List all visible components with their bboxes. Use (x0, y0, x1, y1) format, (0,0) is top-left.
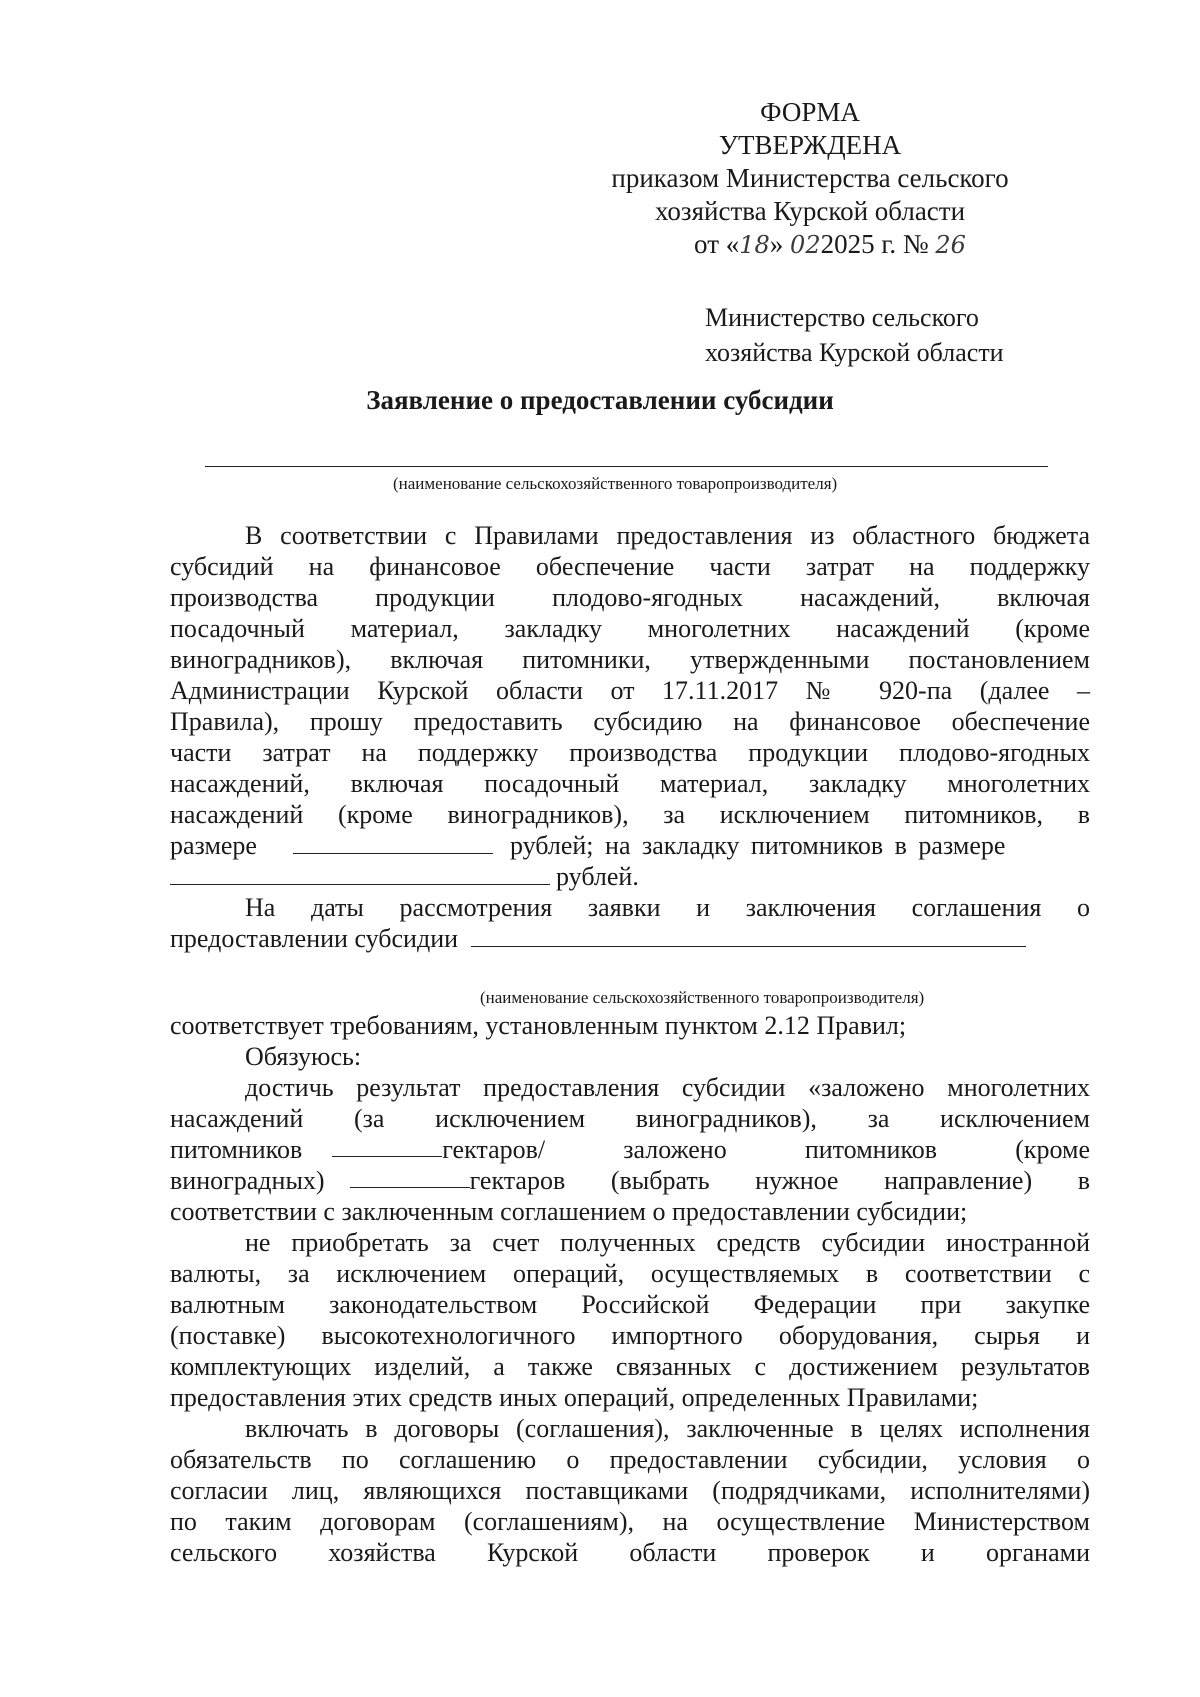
text-line: На даты рассмотрения заявки и заключения соглашения о (245, 893, 1090, 922)
producer-name-caption-2: (наименование сельскохозяйственного товаропроизводителя) (480, 988, 925, 1007)
text-fragment: питомников (170, 1135, 303, 1164)
subsidy-amount-blank (293, 831, 493, 854)
text-fragment: предоставлении субсидии (170, 924, 459, 953)
text-line: комплектующих изделий, а также связанных с достижением результатов (170, 1352, 1090, 1381)
addressee-block (705, 300, 1004, 370)
text-fragment-group (332, 1134, 1090, 1165)
producer-name-line (205, 466, 1048, 467)
order-line: приказом Министерства сельского (611, 163, 1009, 193)
text-fragment: размере (170, 831, 257, 860)
text-line (170, 923, 1090, 954)
text-line: валютным законодательством Российской Федерации при закупке (170, 1290, 1090, 1319)
text-line (170, 830, 1090, 861)
handwritten-month: 02 (790, 231, 821, 259)
text-line (170, 861, 1090, 892)
handwritten-order-number: 26 (935, 231, 966, 259)
text-line: не приобретать за счет полученных средств субсидии иностранной (245, 1228, 1090, 1257)
order-date-line (600, 228, 1020, 262)
hectares-blank-2 (350, 1165, 470, 1188)
date-mid: » (769, 229, 784, 259)
approved-label: УТВЕРЖДЕНА (718, 130, 902, 160)
text-line (170, 1134, 1090, 1165)
text-line: обязательств по соглашению о предоставлении субсидии, условия о (170, 1445, 1090, 1474)
text-fragment-group (350, 1165, 1090, 1196)
text-line: В соответствии с Правилами предоставления из областного бюджета (245, 521, 1090, 550)
producer-name-blank-2 (471, 924, 1026, 947)
obligate-heading: Обязуюсь: (245, 1042, 362, 1071)
obligations-section (170, 1010, 1090, 1568)
date-year: 2025 г. № (820, 229, 936, 259)
text-line (170, 1165, 1090, 1196)
text-line: валюты, за исключением операций, осуществляемых в соответствии с (170, 1259, 1090, 1288)
text-fragment: гектаров (выбрать нужное направление) в (469, 1166, 1090, 1195)
producer-name-caption: (наименование сельскохозяйственного товаропроизводителя) (393, 474, 838, 493)
text-line: сельского хозяйства Курской области проверок и органами (170, 1538, 1090, 1567)
text-line: части затрат на поддержку производства продукции плодово-ягодных (170, 738, 1090, 767)
text-line: субсидий на финансовое обеспечение части затрат на поддержку (170, 552, 1090, 581)
text-line: согласии лиц, являющихся поставщиками (подрядчиками, исполнителями) (170, 1476, 1090, 1505)
form-label: ФОРМА (760, 97, 860, 127)
addressee-line-2: хозяйства Курской области (705, 338, 1004, 367)
text-line: по таким договорам (соглашениям), на осуществление Министерством (170, 1507, 1090, 1536)
text-line: включать в договоры (соглашения), заключенные в целях исполнения (245, 1414, 1090, 1443)
text-line: виноградников), включая питомники, утвержденными постановлением (170, 645, 1090, 674)
hectares-blank-1 (332, 1134, 442, 1157)
text-line: Правила), прошу предоставить субсидию на финансовое обеспечение (170, 707, 1090, 736)
text-line: предоставления этих средств иных операций, определенных Правилами; (170, 1383, 979, 1412)
text-fragment: виноградных) (170, 1166, 325, 1195)
nursery-amount-blank (170, 862, 550, 885)
text-line: соответствует требованиям, установленным пунктом 2.12 Правил; (170, 1011, 907, 1040)
text-fragment: рублей; на закладку питомников в размере (509, 831, 1006, 860)
text-line: насаждений (кроме виноградников), за исключением питомников, в (170, 800, 1090, 829)
date-prefix: от « (694, 229, 740, 259)
text-line: посадочный материал, закладку многолетних насаждений (кроме (170, 614, 1090, 643)
ministry-line: хозяйства Курской области (654, 196, 966, 226)
text-fragment: рублей. (556, 862, 639, 891)
text-line: (поставке) высокотехнологичного импортного оборудования, сырья и (170, 1321, 1090, 1350)
text-fragment: гектаров/ заложено питомников (кроме (442, 1135, 1090, 1164)
text-line: производства продукции плодово-ягодных насаждений, включая (170, 583, 1090, 612)
text-line: Администрации Курской области от 17.11.2017 № 920-па (далее – (170, 676, 1090, 705)
text-line: насаждений, включая посадочный материал, закладку многолетних (170, 769, 1090, 798)
document-title: Заявление о предоставлении субсидии (366, 385, 834, 415)
text-line: достичь результат предоставления субсидии «заложено многолетних (245, 1073, 1090, 1102)
application-paragraph (170, 520, 1090, 954)
text-line: насаждений (за исключением виноградников), за исключением (170, 1104, 1090, 1133)
addressee-line-1: Министерство сельского (705, 303, 979, 332)
text-line: соответствии с заключенным соглашением о предоставлении субсидии; (170, 1197, 968, 1226)
handwritten-day: 18 (739, 231, 770, 259)
approval-stamp-block (600, 96, 1020, 262)
